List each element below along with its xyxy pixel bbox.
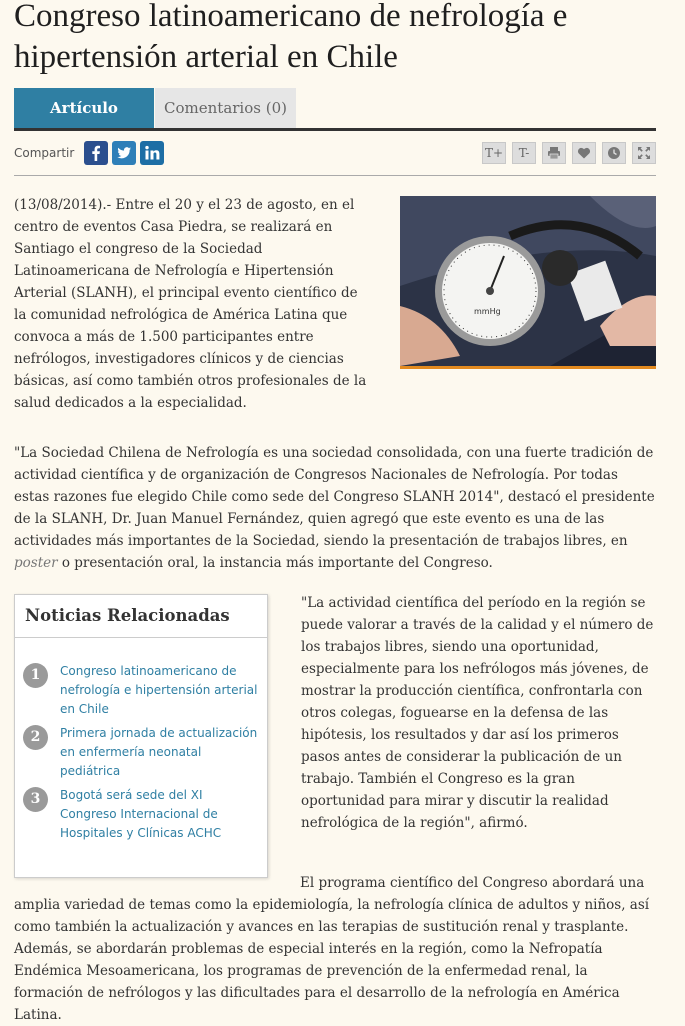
final-paragraph <box>14 872 656 1026</box>
print-icon[interactable] <box>542 142 566 164</box>
related-item-3[interactable] <box>23 786 267 843</box>
related-item-1[interactable] <box>23 662 267 719</box>
twitter-icon[interactable] <box>112 141 136 165</box>
related-section <box>14 594 671 856</box>
related-news-title: Noticias Relacionadas <box>15 595 267 638</box>
related-link[interactable]: Primera jornada de actualización en enfermería neonatal pediátrica <box>60 726 258 778</box>
quote-1-text-a: "La Sociedad Chilena de Nefrología es una sociedad consolidada, con una fuerte tradición de actividad científica y de organización de Congresos Nacionales de Nefrología. Por todas estas razones fue elegido Chile como sede del Congreso SLANH 2014", destacó el presidente de la SLANH, Dr. Juan Manuel Fernández, quien agregó que este evento es una de las actividades más importantes de la Sociedad, siendo la presentación de trabajos libres, en <box>14 445 655 549</box>
expand-icon[interactable] <box>632 142 656 164</box>
related-number-badge: 2 <box>23 725 48 750</box>
related-number-badge: 3 <box>23 787 48 812</box>
facebook-icon[interactable] <box>84 141 108 165</box>
page-title: Congreso latinoamericano de nefrología e hipertensión arterial en Chile <box>14 0 568 75</box>
svg-text:mmHg: mmHg <box>474 307 501 316</box>
related-link[interactable]: Congreso latinoamericano de nefrología e hipertensión arterial en Chile <box>60 664 258 716</box>
tab-articulo[interactable]: Artículo <box>14 88 154 128</box>
share-bar <box>14 131 656 176</box>
quote-paragraph-1 <box>14 442 656 574</box>
related-news-box <box>14 594 268 878</box>
tab-comentarios[interactable]: Comentarios (0) <box>155 88 296 128</box>
intro-paragraph: (13/08/2014).- Entre el 20 y el 23 de agosto, en el centro de eventos Casa Piedra, se realizará en Santiago el congreso de la Sociedad Latinoamericana de Nefrología e Hipertensión Arterial (SLANH), el principal evento científico de la comunidad nefrológica de América Latina que convoca a más de 1.500 participantes entre nefrólogos, investigadores clínicos y de ciencias básicas, así como también otros profesionales de la salud dedicados a la especialidad. <box>14 197 367 411</box>
related-link[interactable]: Bogotá será sede del XI Congreso Internacional de Hospitales y Clínicas ACHC <box>60 788 222 840</box>
related-number-badge: 1 <box>23 663 48 688</box>
tab-bar <box>14 88 656 131</box>
clock-icon[interactable] <box>602 142 626 164</box>
toolbar <box>476 142 656 164</box>
font-increase-button[interactable]: T+ <box>482 142 506 164</box>
final-text-b: la nefrología clínica de adultos y niños, así como también la actualización y avances en las terapias de sustitución renal y trasplante. Además, se abordarán problemas de especial interés en la región, como la Nefropatía Endémica Mesoamericana, los programas de prevención de la enfermedad renal, la formación de nefrólogos y las dificultades para el desarrollo de la nefrología en América Latina. <box>14 897 650 1023</box>
quote-1-emphasis: poster <box>14 555 58 571</box>
linkedin-icon[interactable] <box>140 141 164 165</box>
quote-paragraph-2: "La actividad científica del período en la región se puede valorar a través de la calidad y el número de los trabajos libres, siendo una oportunidad, especialmente para los nefrólogos más jóvenes, de mostrar la producción científica, confrontarla con otros colegas, foguearse en la defensa de las hipótesis, los resultados y dar así los primeros pasos antes de considerar la publicación de un trabajo. También el Congreso es la gran oportunidad para mirar y discutir la realidad nefrológica de la región", afirmó. <box>301 595 654 831</box>
blood-pressure-gauge-image <box>400 196 656 366</box>
related-item-2[interactable] <box>23 724 267 781</box>
final-text-a: El programa científico del Congreso abordará una amplia variedad de temas como la epidemiología, <box>14 875 645 913</box>
article-photo <box>400 196 656 369</box>
share-label: Compartir <box>14 146 75 160</box>
heart-icon[interactable] <box>572 142 596 164</box>
related-news-list <box>15 638 267 843</box>
font-decrease-button[interactable]: T- <box>512 142 536 164</box>
intro-section <box>14 194 671 434</box>
quote-1-text-b: o presentación oral, la instancia más importante del Congreso. <box>57 555 493 571</box>
